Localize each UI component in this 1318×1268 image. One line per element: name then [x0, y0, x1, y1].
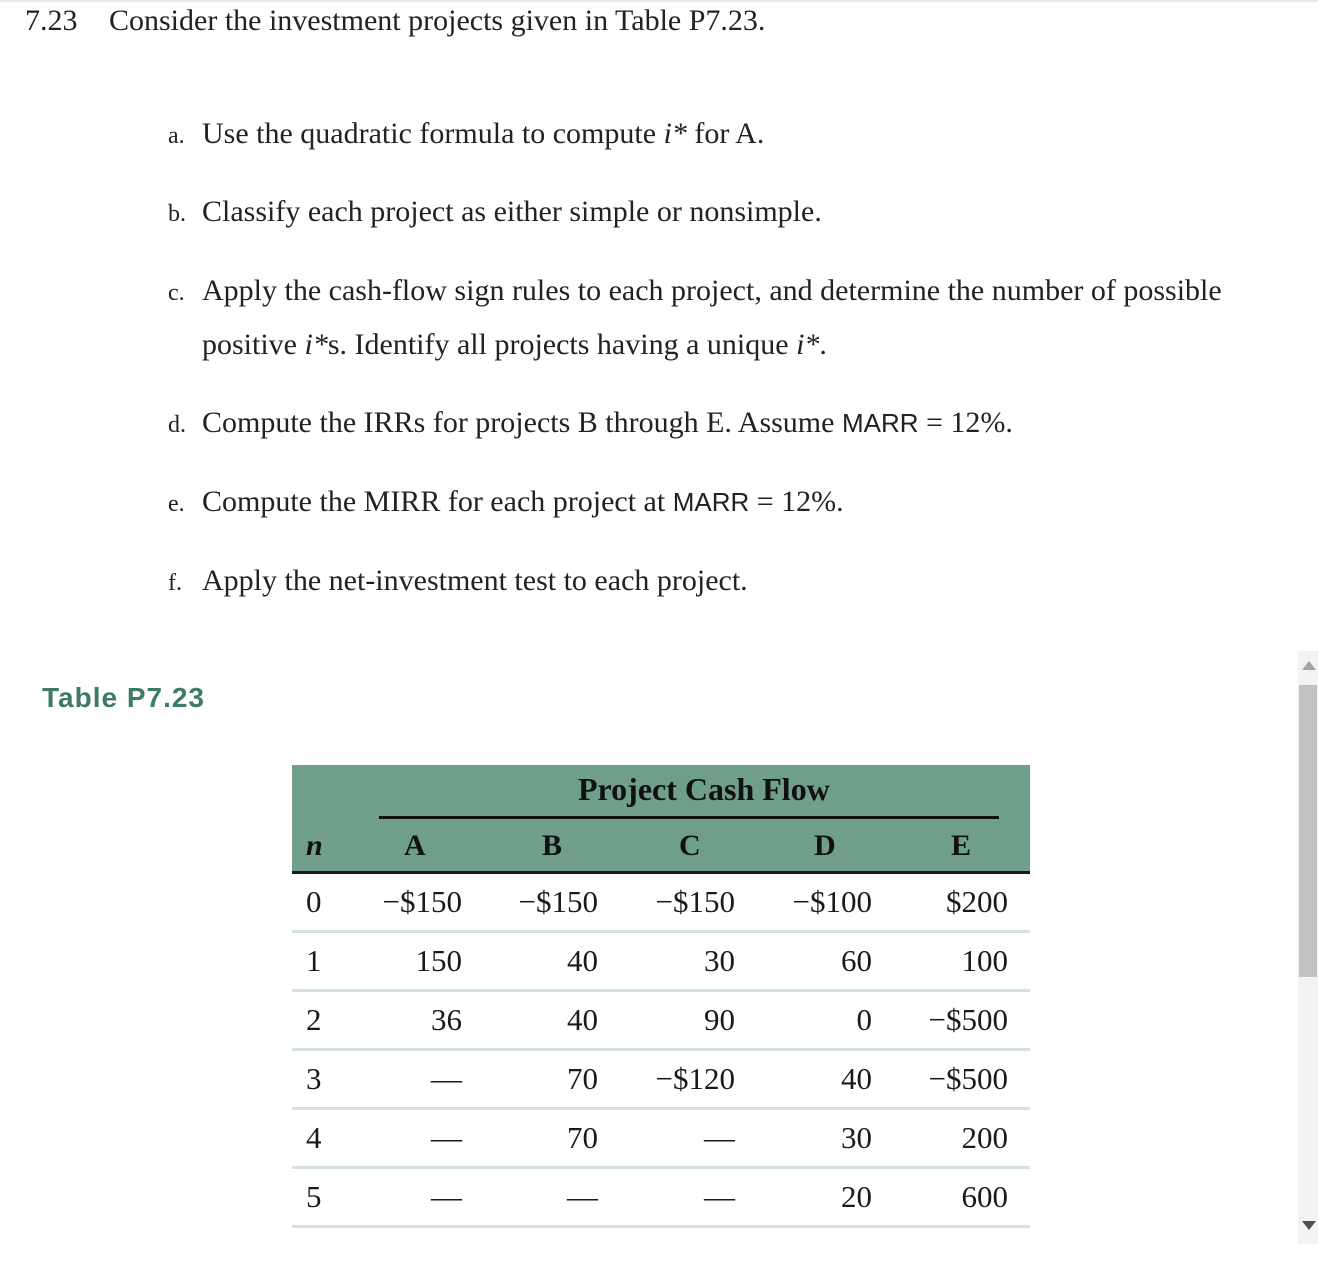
table-row [292, 933, 1030, 992]
cell-d: 0 [856, 1002, 872, 1037]
cell-n: 0 [306, 884, 322, 919]
part-letter: c. [168, 280, 185, 306]
math-var: i* [663, 117, 687, 150]
part-text: . [819, 328, 827, 361]
cell-b: 40 [567, 1002, 598, 1037]
marr-label: MARR [672, 487, 750, 517]
cell-e: −$500 [928, 1061, 1008, 1096]
cell-c: — [704, 1120, 735, 1155]
part-text: Classify each project as either simple or nonsimple. [202, 195, 822, 228]
cell-a: −$150 [382, 884, 462, 919]
group-header-rule [379, 816, 999, 819]
vertical-scrollbar[interactable] [1298, 651, 1318, 1244]
cell-b: −$150 [518, 884, 598, 919]
part-text: for A. [686, 117, 765, 150]
part-letter: e. [168, 491, 185, 517]
cell-b: 40 [567, 943, 598, 978]
part-f [168, 564, 748, 598]
scrollbar-thumb[interactable] [1299, 685, 1317, 977]
table-title: Table P7.23 [42, 682, 206, 713]
cell-d: 30 [841, 1120, 872, 1155]
problem-statement: Consider the investment projects given in Table P7.23. [109, 4, 766, 37]
cell-e: $200 [946, 884, 1008, 919]
cell-n: 5 [306, 1179, 322, 1214]
cell-b: 70 [567, 1120, 598, 1155]
part-text: Apply the cash-flow sign rules to each project, and determine the number of possible [202, 274, 1222, 307]
cell-d: 20 [841, 1179, 872, 1214]
part-text: = 12%. [749, 485, 844, 518]
arrow-up-icon[interactable] [1302, 661, 1316, 670]
cell-e: 600 [961, 1179, 1008, 1214]
part-text: s. Identify all projects having a unique [327, 328, 797, 361]
cell-a: — [431, 1179, 462, 1214]
cell-c: — [704, 1179, 735, 1214]
problem-header [25, 4, 765, 38]
table-row [292, 1169, 1030, 1228]
top-divider [0, 0, 1318, 2]
part-letter: b. [168, 201, 186, 227]
cell-d: 40 [841, 1061, 872, 1096]
part-b [168, 195, 822, 229]
part-letter: a. [168, 123, 185, 149]
cell-c: 30 [704, 943, 735, 978]
col-header-d: D [814, 829, 836, 862]
cell-e: 100 [961, 943, 1008, 978]
table-row [292, 1051, 1030, 1110]
arrow-down-icon[interactable] [1302, 1221, 1316, 1230]
part-text: Compute the IRRs for projects B through E. Assume [202, 406, 842, 439]
part-text-continued [168, 328, 1222, 362]
cell-a: 150 [415, 943, 462, 978]
cell-n: 2 [306, 1002, 322, 1037]
cell-n: 1 [306, 943, 322, 978]
cell-d: 60 [841, 943, 872, 978]
part-text: Compute the MIRR for each project at [202, 485, 673, 518]
table-row [292, 1110, 1030, 1169]
cell-c: 90 [704, 1002, 735, 1037]
group-header: Project Cash Flow [578, 771, 830, 807]
table-row [292, 874, 1030, 933]
math-var: i* [796, 328, 820, 361]
cell-e: −$500 [928, 1002, 1008, 1037]
part-c [168, 274, 1222, 362]
part-d [168, 406, 1013, 440]
part-text: Use the quadratic formula to compute [202, 117, 664, 150]
part-text: Apply the net-investment test to each project. [202, 564, 748, 597]
part-a [168, 117, 764, 151]
cell-d: −$100 [792, 884, 872, 919]
part-letter: f. [168, 570, 182, 596]
part-text: = 12%. [918, 406, 1013, 439]
cell-n: 4 [306, 1120, 322, 1155]
col-header-e: E [951, 829, 972, 862]
math-var: i* [304, 328, 328, 361]
cell-e: 200 [961, 1120, 1008, 1155]
part-e [168, 485, 844, 519]
part-letter: d. [168, 412, 186, 438]
col-header-n: n [306, 829, 323, 862]
cash-flow-table [292, 765, 1030, 1228]
cell-a: — [431, 1061, 462, 1096]
part-text: positive [202, 328, 305, 361]
marr-label: MARR [841, 408, 919, 438]
table-header [292, 765, 1030, 871]
cell-a: 36 [431, 1002, 462, 1037]
problem-number: 7.23 [25, 4, 78, 37]
col-header-c: C [679, 829, 701, 862]
cell-b: — [567, 1179, 598, 1214]
cell-a: — [431, 1120, 462, 1155]
cell-n: 3 [306, 1061, 322, 1096]
cell-c: −$150 [655, 884, 735, 919]
col-header-a: A [404, 829, 426, 862]
cell-c: −$120 [655, 1061, 735, 1096]
cell-b: 70 [567, 1061, 598, 1096]
col-header-b: B [542, 829, 563, 862]
table-row [292, 992, 1030, 1051]
